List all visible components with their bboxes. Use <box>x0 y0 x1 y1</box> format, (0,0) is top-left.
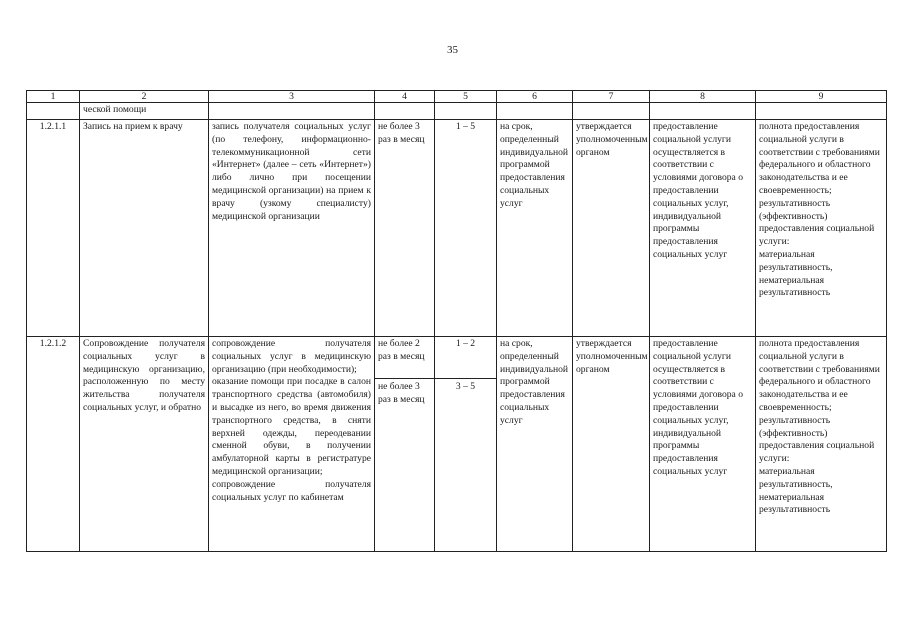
service-description: сопровождение получателя социальных услуг в медицинскую организацию (при необходимости); оказание помощи при посадке в салон транспортного средства (автомобиля) и высадке из него, во время движения транспортного средства, в сняти верхней одежды, переодевании сменной обуви, в получении амбулаторной карты в регистратуре медицинской организации; сопровождение получателя социальных услуг по кабинетам <box>209 337 375 552</box>
header-cell: 9 <box>756 91 887 103</box>
header-cell: 4 <box>375 91 435 103</box>
service-norm: утверждается уполномоченным органом <box>573 120 650 337</box>
service-amount: 1 – 2 <box>435 338 496 379</box>
header-cell: 1 <box>27 91 80 103</box>
service-amount-cell <box>435 337 497 552</box>
service-indicators: полнота предоставления социальной услуги в соответствии с требованиями федерального и областного законодательства и ее своевременность; результативность (эффективность) предоставления социальной услуги: материальная результативность, нематериальная результативность <box>756 337 887 552</box>
service-frequency: не более 3 раз в месяц <box>378 381 425 405</box>
service-frequency-cell <box>375 337 435 552</box>
service-name: Сопровождение получателя социальных услуг в медицинскую организацию, расположенную по месту жительства получателя социальных услуг, и обратно <box>80 337 209 552</box>
service-name: Запись на прием к врачу <box>80 120 209 337</box>
table-row <box>27 337 887 552</box>
service-frequency: не более 2 раз в месяц <box>375 338 434 379</box>
table-header-row <box>27 91 887 103</box>
service-norm: утверждается уполномоченным органом <box>573 337 650 552</box>
service-conditions: предоставление социальной услуги осуществляется в соответствии с условиями договора о предоставлении социальных услуг, индивидуальной программы предоставления социальных услуг <box>650 120 756 337</box>
service-number: 1.2.1.2 <box>27 337 80 552</box>
service-indicators: полнота предоставления социальной услуги в соответствии с требованиями федерального и областного законодательства и ее своевременность; результативность (эффективность) предоставления социальной услуги: материальная результативность, нематериальная результативность <box>756 120 887 337</box>
header-cell: 5 <box>435 91 497 103</box>
header-cell: 6 <box>497 91 573 103</box>
table-row <box>27 120 887 337</box>
continuation-row <box>27 103 887 120</box>
continuation-text: ческой помощи <box>80 103 209 120</box>
service-term: на срок, определенный индивидуальной программой предоставления социальных услуг <box>497 120 573 337</box>
services-table <box>26 90 887 552</box>
service-frequency: не более 3 раз в месяц <box>375 120 435 337</box>
service-description: запись получателя социальных услуг (по телефону, информационно-телекоммуникационной сети «Интернет» (далее – сеть «Интернет») либо лично при посещении медицинской организации) на прием к врачу (узкому специалисту) медицинской организации <box>209 120 375 337</box>
service-conditions: предоставление социальной услуги осуществляется в соответствии с условиями договора о предоставлении социальных услуг, индивидуальной программы предоставления социальных услуг <box>650 337 756 552</box>
service-term: на срок, определенный индивидуальной программой предоставления социальных услуг <box>497 337 573 552</box>
header-cell: 8 <box>650 91 756 103</box>
header-cell: 2 <box>80 91 209 103</box>
header-cell: 3 <box>209 91 375 103</box>
header-cell: 7 <box>573 91 650 103</box>
service-number: 1.2.1.1 <box>27 120 80 337</box>
service-amount: 3 – 5 <box>455 381 476 392</box>
page-number: 35 <box>447 44 458 56</box>
service-amount: 1 – 5 <box>435 120 497 337</box>
